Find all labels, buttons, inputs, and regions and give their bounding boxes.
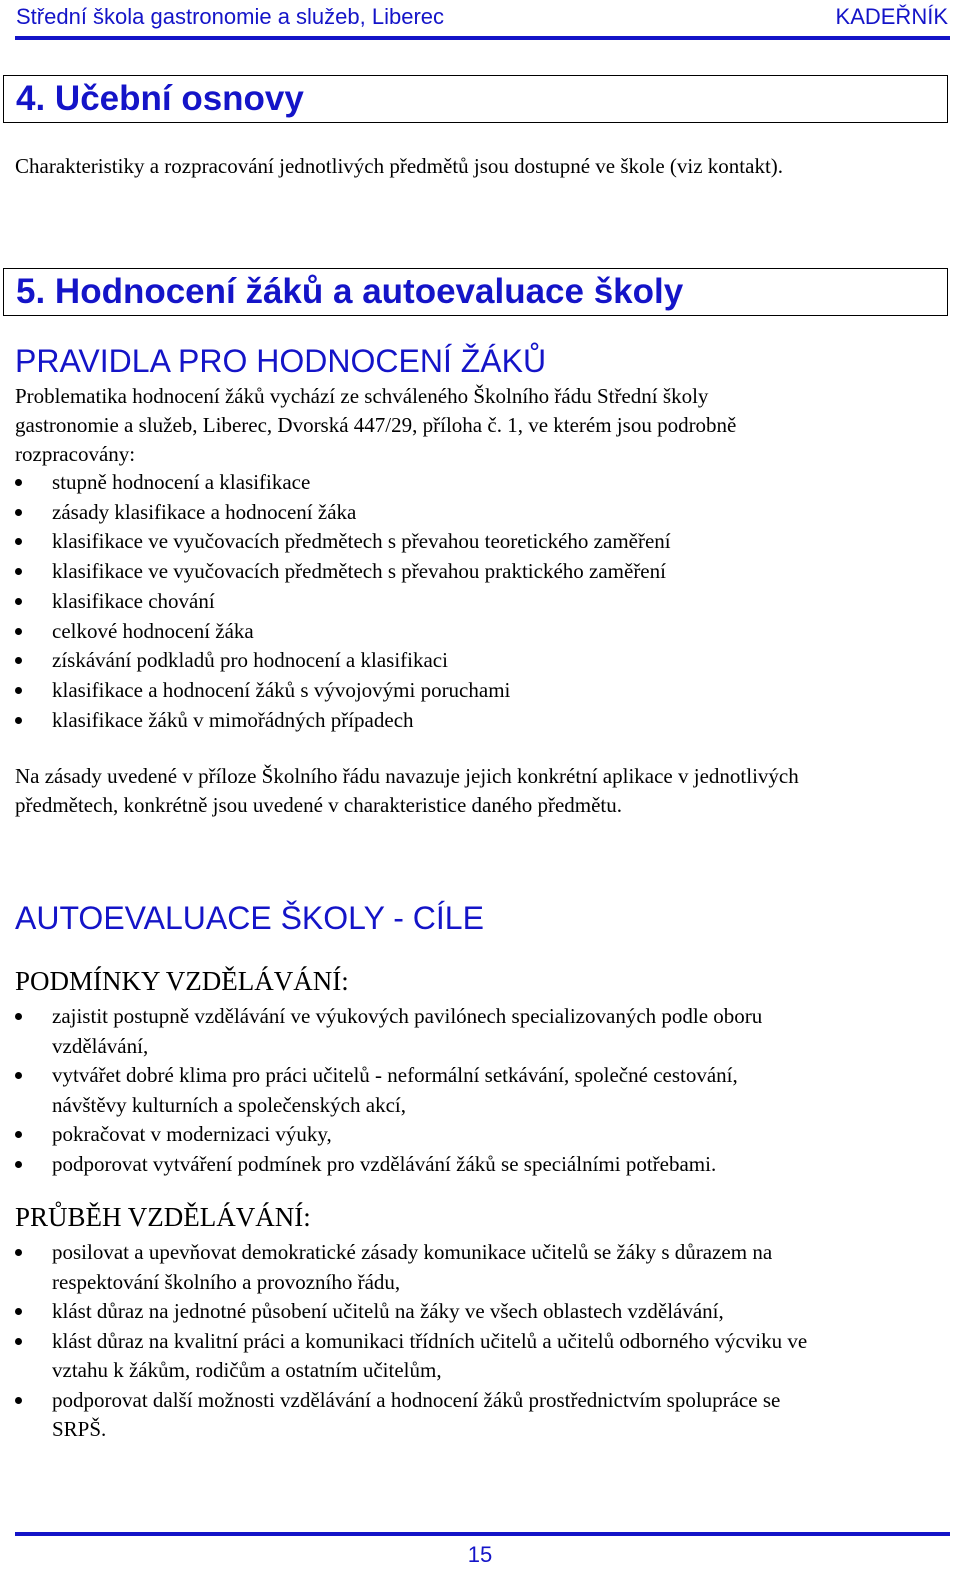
list-item [0, 646, 671, 676]
list-item-text: celkové hodnocení žáka [52, 618, 254, 643]
rules-outro [15, 762, 799, 820]
bullet-icon [15, 1338, 22, 1345]
list-item [0, 587, 671, 617]
autoevaluation-heading: AUTOEVALUACE ŠKOLY - CÍLE [15, 900, 484, 936]
list-item-text: klasifikace žáků v mimořádných případech [52, 707, 414, 732]
list-item-text: stupně hodnocení a klasifikace [52, 470, 311, 494]
rules-intro [15, 382, 736, 469]
list-item-text: zásady klasifikace a hodnocení žáka [52, 499, 357, 524]
bullet-icon [15, 1072, 22, 1079]
rules-list [0, 468, 671, 735]
rules-heading: PRAVIDLA PRO HODNOCENÍ ŽÁKŮ [15, 343, 547, 379]
footer-rule [15, 1532, 950, 1536]
list-item-line: podporovat vytváření podmínek pro vzdělávání žáků se speciálními potřebami. [52, 1151, 717, 1176]
list-item-line: vztahu k žákům, rodičům a ostatním učitelům, [52, 1358, 442, 1382]
list-item-line: klást důraz na kvalitní práci a komunikaci třídních učitelů a učitelů odborného výcviku ve [52, 1328, 808, 1353]
bullet-icon [15, 657, 22, 664]
list-item [0, 1120, 762, 1150]
bullet-icon [15, 1397, 22, 1404]
bullet-icon [15, 598, 22, 605]
section-4-box [3, 75, 948, 123]
section-5-box [3, 268, 948, 316]
list-item [0, 1238, 807, 1297]
bullet-icon [15, 1161, 22, 1168]
list-item [0, 1386, 807, 1445]
rules-outro-line: Na zásady uvedené v příloze Školního řádu navazuje jejich konkrétní aplikace v jednotlivých [15, 764, 799, 788]
program-name: KADEŘNÍK [835, 4, 948, 29]
section-5-title: 5. Hodnocení žáků a autoevaluace školy [16, 272, 684, 311]
list-item-line: návštěvy kulturních a společenských akcí, [52, 1092, 406, 1117]
list-item [0, 676, 671, 706]
rules-intro-line: gastronomie a služeb, Liberec, Dvorská 447/29, příloha č. 1, ve kterém jsou podrobně [15, 413, 737, 437]
list-item-line: vzdělávání, [52, 1033, 149, 1058]
list-item-line: vytvářet dobré klima pro práci učitelů - neformální setkávání, společné cestování, [52, 1063, 738, 1087]
list-item-text: klasifikace chování [52, 588, 215, 613]
list-item-line: SRPŠ. [52, 1417, 107, 1441]
bullet-icon [15, 538, 22, 545]
rules-intro-line: rozpracovány: [15, 442, 136, 466]
section-4-title: 4. Učební osnovy [16, 79, 304, 118]
bullet-icon [15, 1249, 22, 1256]
bullet-icon [15, 717, 22, 724]
bullet-icon [15, 509, 22, 516]
process-heading: PRŮBĚH VZDĚLÁVÁNÍ: [15, 1202, 311, 1232]
list-item [0, 1297, 807, 1327]
list-item [0, 1327, 807, 1386]
list-item-line: posilovat a upevňovat demokratické zásady komunikace učitelů se žáky s důrazem na [52, 1240, 773, 1264]
bullet-icon [15, 1131, 22, 1138]
school-name: Střední škola gastronomie a služeb, Liberec [16, 4, 445, 29]
bullet-icon [15, 568, 22, 575]
list-item-line: zajistit postupně vzdělávání ve výukových pavilónech specializovaných podle oboru [52, 1004, 763, 1028]
list-item-text: klasifikace ve vyučovacích předmětech s převahou praktického zaměření [52, 559, 666, 584]
conditions-heading: PODMÍNKY VZDĚLÁVÁNÍ: [15, 966, 349, 996]
list-item [0, 617, 671, 647]
section-4-text: Charakteristiky a rozpracování jednotlivých předmětů jsou dostupné ve škole (viz kontakt). [15, 154, 784, 178]
list-item-text: klasifikace ve vyučovacích předmětech s převahou teoretického zaměření [52, 529, 671, 554]
rules-outro-line: předmětech, konkrétně jsou uvedené v charakteristice daného předmětu. [15, 793, 623, 817]
bullet-icon [15, 628, 22, 635]
list-item [0, 527, 671, 557]
process-list [0, 1238, 807, 1445]
bullet-icon [15, 1013, 22, 1020]
list-item-line: podporovat další možnosti vzdělávání a hodnocení žáků prostřednictvím spolupráce se [52, 1387, 781, 1412]
list-item-line: respektování školního a provozního řádu, [52, 1269, 401, 1294]
bullet-icon [15, 687, 22, 694]
rules-intro-line: Problematika hodnocení žáků vychází ze schváleného Školního řádu Střední školy [15, 384, 709, 408]
list-item-line: klást důraz na jednotné působení učitelů na žáky ve všech oblastech vzdělávání, [52, 1299, 724, 1323]
conditions-list [0, 1002, 762, 1179]
list-item [0, 498, 671, 528]
list-item [0, 557, 671, 587]
bullet-icon [15, 1308, 22, 1315]
bullet-icon [15, 479, 22, 486]
list-item-line: pokračovat v modernizaci výuky, [52, 1122, 332, 1146]
header-rule [15, 36, 950, 40]
page-number: 15 [467, 1542, 493, 1567]
list-item [0, 468, 671, 498]
list-item [0, 1150, 762, 1180]
list-item [0, 1002, 762, 1061]
list-item-text: získávání podkladů pro hodnocení a klasifikaci [52, 648, 448, 673]
list-item [0, 706, 671, 736]
list-item [0, 1061, 762, 1120]
list-item-text: klasifikace a hodnocení žáků s vývojovými poruchami [52, 677, 511, 702]
